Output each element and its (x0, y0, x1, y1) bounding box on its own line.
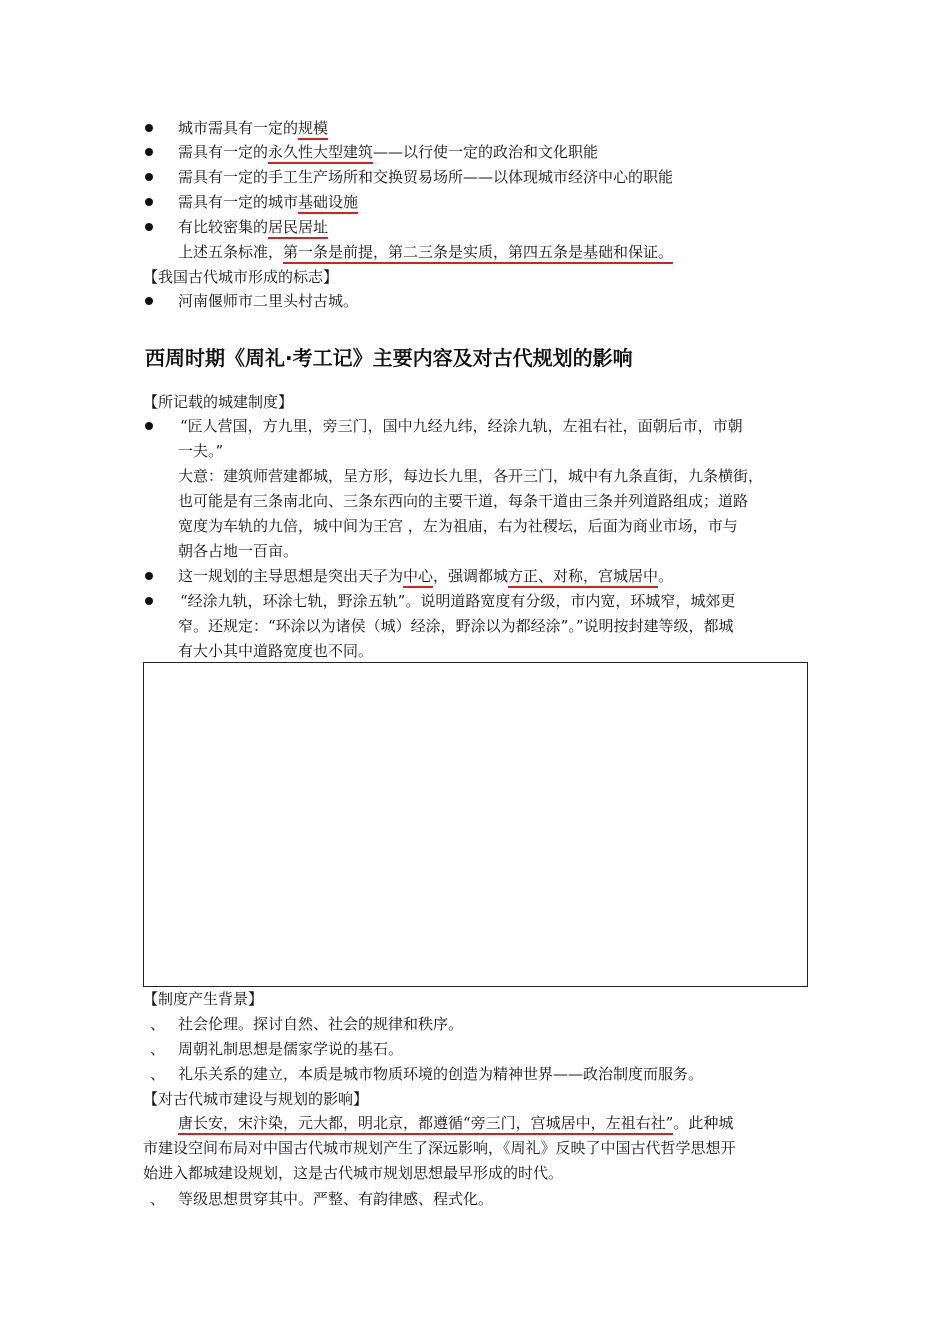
bullet-icon (145, 148, 153, 156)
criterion-text: 有比较密集的 (178, 218, 269, 236)
meaning-line: 宽度为车轨的九倍，城中间为王宫 ，左为祖庙，右为社稷坛，后面为商业市场，市与 (178, 517, 738, 535)
idea-text: ，强调都城 (433, 567, 509, 585)
criterion-text: 需具有一定的城市 (178, 193, 299, 211)
criterion-item (178, 141, 598, 163)
idea-text: 。 (658, 567, 674, 585)
criterion-item (178, 191, 358, 213)
background-item: 社会伦理。探讨自然、社会的规律和秩序。 (178, 1015, 464, 1033)
final-item: 等级思想贯穿其中。严整、有韵律感、程式化。 (178, 1190, 494, 1208)
bullet-icon (145, 124, 153, 132)
criterion-item (178, 216, 328, 238)
underlined-cities: 唐长安，宋汴染，元大都，明北京，都遵循“旁三门，宫城居中，左祖右社” (178, 1114, 673, 1135)
criterion-text: 需具有一定的手工生产场所和交换贸易场所——以体现城市经济中心的职能 (178, 168, 674, 186)
background-item: 周朝礼制思想是儒家学说的基石。 (178, 1040, 404, 1058)
meaning-line: 大意：建筑师营建都城，呈方形，每边长九里，各开三门，城中有九条直街，九条横街， (178, 467, 764, 485)
bullet-icon (145, 422, 153, 430)
underlined-keyword: 方正、对称，宫城居中 (508, 567, 658, 588)
list-marker: 、 (150, 1065, 166, 1083)
summary-text: 上述五条标准， (178, 243, 284, 261)
criterion-item (178, 117, 328, 139)
figure-frame (143, 662, 808, 987)
criterion-text: 需具有一定的 (178, 143, 269, 161)
system-heading: 【所记载的城建制度】 (143, 393, 294, 411)
bullet-icon (145, 297, 153, 305)
underlined-summary: 第一条是前提，第二三条是实质，第四五条是基础和保证。 (283, 243, 673, 264)
road-line: “经涂九轨，环涂七轨，野涂五轨”。说明道路宽度有分级，市内宽，环城窄，城郊更 (180, 592, 736, 610)
influence-line (178, 1112, 733, 1134)
criterion-text: 城市需具有一定的 (178, 119, 299, 137)
underlined-keyword: 永久性大型建筑 (268, 143, 373, 164)
bullet-icon (145, 572, 153, 580)
criteria-summary (178, 241, 673, 263)
underlined-keyword: 规模 (298, 119, 328, 140)
influence-line: 市建设空间布局对中国古代城市规划产生了深远影响，《周礼》反映了中国古代哲学思想开 (143, 1139, 736, 1157)
bullet-icon (145, 173, 153, 181)
road-line: 有大小其中道路宽度也不同。 (178, 642, 374, 660)
quote-line: “匠人营国，方九里，旁三门，国中九经九纬，经涂九轨，左祖右社，面朝后市，市朝 (180, 417, 743, 435)
meaning-line: 朝各占地一百亩。 (178, 542, 299, 560)
guiding-idea (178, 565, 673, 587)
list-marker: 、 (150, 1015, 166, 1033)
criterion-item (178, 166, 673, 188)
bullet-icon (145, 597, 153, 605)
background-heading: 【制度产生背景】 (143, 990, 264, 1008)
section-title: 西周时期《周礼·考工记》主要内容及对古代规划的影响 (145, 346, 633, 370)
meaning-line: 也可能是有三条南北向、三条东西向的主要干道，每条干道由三条并列道路组成；道路 (178, 492, 749, 510)
list-marker: 、 (150, 1040, 166, 1058)
influence-text: 。此种城 (673, 1114, 734, 1132)
idea-text: 这一规划的主导思想是突出天子为 (178, 567, 404, 585)
sign-item: 河南偃师市二里头村古城。 (178, 292, 359, 310)
background-item: 礼乐关系的建立，本质是城市物质环境的创造为精神世界——政治制度而服务。 (178, 1065, 704, 1083)
underlined-keyword: 基础设施 (298, 193, 358, 214)
underlined-keyword: 居民居址 (268, 218, 328, 239)
quote-line: 一夫。” (178, 442, 224, 460)
criterion-text: ——以行使一定的政治和文化职能 (373, 143, 599, 161)
list-marker: 、 (150, 1190, 166, 1208)
influence-heading: 【对古代城市建设与规划的影响】 (143, 1090, 369, 1108)
bullet-icon (145, 198, 153, 206)
influence-line: 始进入都城建设规划，这是古代城市规划思想最早形成的时代。 (143, 1164, 564, 1182)
road-line: 窄。还规定：“环涂以为诸侯（城）经涂，野涂以为都经涂”。”说明按封建等级，都城 (178, 617, 734, 635)
bullet-icon (145, 223, 153, 231)
underlined-keyword: 中心 (403, 567, 433, 588)
sign-heading: 【我国古代城市形成的标志】 (143, 268, 339, 286)
